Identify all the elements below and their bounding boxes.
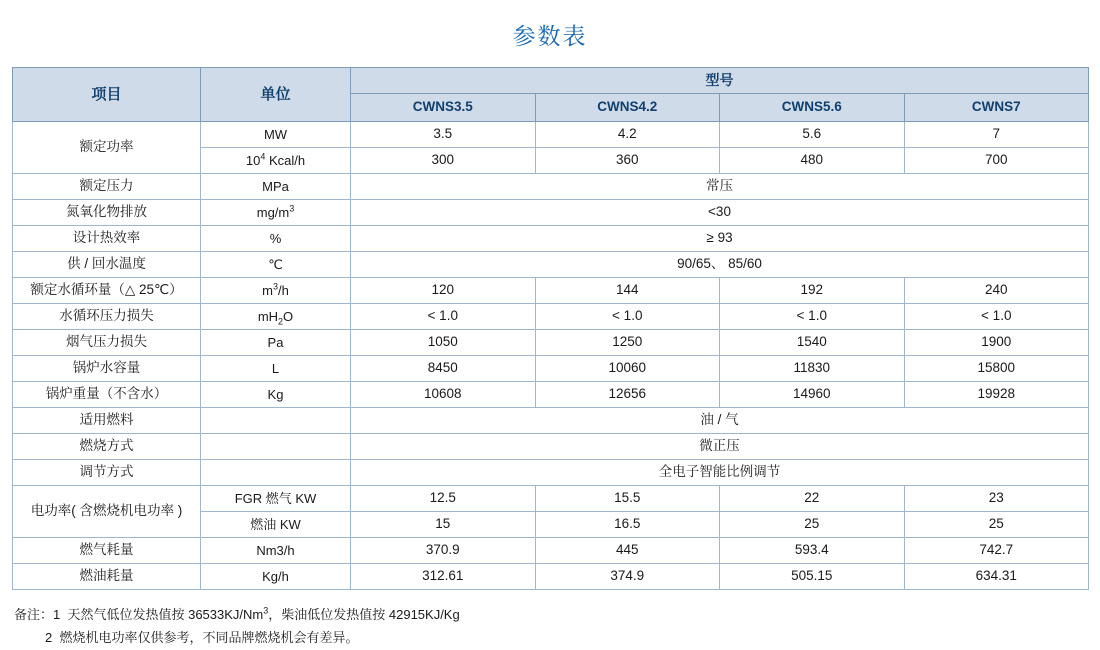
header-model-cwns35: CWNS3.5: [351, 94, 536, 122]
row-value: 312.61: [351, 564, 536, 590]
row-value: 12.5: [351, 486, 536, 512]
row-value: 593.4: [720, 538, 905, 564]
row-value: 192: [720, 278, 905, 304]
row-value: 480: [720, 148, 905, 174]
row-unit: [201, 434, 351, 460]
row-unit: $mH_2O$: [201, 304, 351, 330]
row-value: 10060: [535, 356, 720, 382]
row-unit: Nm3/h: [201, 538, 351, 564]
row-value: 374.9: [535, 564, 720, 590]
row-value: 1900: [904, 330, 1089, 356]
header-item: 项目: [13, 68, 201, 122]
row-label: 设计热效率: [13, 226, 201, 252]
row-unit: FGR 燃气 KW: [201, 486, 351, 512]
note-2-number: 2: [45, 629, 53, 645]
row-label: 供 / 回水温度: [13, 252, 201, 278]
row-value: 634.31: [904, 564, 1089, 590]
table-row: [13, 564, 1089, 590]
row-value: 15: [351, 512, 536, 538]
note-2-text: 燃烧机电功率仅供参考，不同品牌燃烧机会有差异。: [59, 629, 359, 645]
row-value: 12656: [535, 382, 720, 408]
table-row: [13, 304, 1089, 330]
header-model-cwns7: CWNS7: [904, 94, 1089, 122]
row-merged-value: 微正压: [351, 434, 1089, 460]
row-unit: $10^4$ Kcal/h: [201, 148, 351, 174]
table-row: [13, 174, 1089, 200]
table-row: [13, 122, 1089, 148]
row-value: 19928: [904, 382, 1089, 408]
row-value: 25: [720, 512, 905, 538]
row-value: 370.9: [351, 538, 536, 564]
header-unit: 单位: [201, 68, 351, 122]
row-value: 700: [904, 148, 1089, 174]
row-label: 调节方式: [13, 460, 201, 486]
row-merged-value: 常压: [351, 174, 1089, 200]
row-value: 23: [904, 486, 1089, 512]
row-value: < 1.0: [351, 304, 536, 330]
page-title: 参数表: [512, 23, 588, 49]
spec-table-container: [0, 67, 1100, 590]
row-value: 3.5: [351, 122, 536, 148]
row-unit: %: [201, 226, 351, 252]
row-unit: [201, 460, 351, 486]
row-label: 氮氧化物排放: [13, 200, 201, 226]
row-merged-value: 全电子智能比例调节: [351, 460, 1089, 486]
row-value: 7: [904, 122, 1089, 148]
note-line-2: [14, 627, 1086, 650]
row-unit: MPa: [201, 174, 351, 200]
row-unit: ℃: [201, 252, 351, 278]
row-value: 10608: [351, 382, 536, 408]
note-1-text: 天然气低位发热值按 36533KJ/Nm$^3$，柴油低位发热值按 42915KJ/Kg: [67, 605, 460, 622]
row-label: 燃油耗量: [13, 564, 201, 590]
table-body: [13, 122, 1089, 590]
row-merged-value: 油 / 气: [351, 408, 1089, 434]
header-model-cwns42: CWNS4.2: [535, 94, 720, 122]
table-row: [13, 226, 1089, 252]
table-row: [13, 382, 1089, 408]
row-value: 360: [535, 148, 720, 174]
row-label: 水循环压力损失: [13, 304, 201, 330]
row-label: 额定功率: [13, 122, 201, 174]
row-value: 5.6: [720, 122, 905, 148]
table-row: [13, 356, 1089, 382]
row-merged-value: 90/65、 85/60: [351, 252, 1089, 278]
table-header: [13, 68, 1089, 122]
row-unit: Kg: [201, 382, 351, 408]
row-value: 1540: [720, 330, 905, 356]
table-header-row-1: [13, 68, 1089, 94]
row-unit: Kg/h: [201, 564, 351, 590]
row-label: 烟气压力损失: [13, 330, 201, 356]
row-value: < 1.0: [720, 304, 905, 330]
table-row: [13, 200, 1089, 226]
row-value: < 1.0: [904, 304, 1089, 330]
row-value: 144: [535, 278, 720, 304]
row-unit: $m^3/h$: [201, 278, 351, 304]
row-value: 1250: [535, 330, 720, 356]
row-value: 25: [904, 512, 1089, 538]
table-row: [13, 252, 1089, 278]
table-row: [13, 486, 1089, 512]
row-unit: Pa: [201, 330, 351, 356]
row-label: 燃烧方式: [13, 434, 201, 460]
row-unit: L: [201, 356, 351, 382]
table-row: [13, 460, 1089, 486]
row-value: 15800: [904, 356, 1089, 382]
row-value: 240: [904, 278, 1089, 304]
row-unit: MW: [201, 122, 351, 148]
row-label: 额定压力: [13, 174, 201, 200]
table-row: [13, 538, 1089, 564]
row-merged-value: ≥ 93: [351, 226, 1089, 252]
row-value: 505.15: [720, 564, 905, 590]
row-label: 额定水循环量（△ 25℃）: [13, 278, 201, 304]
row-unit: [201, 408, 351, 434]
row-unit: $mg/m^3$: [201, 200, 351, 226]
row-value: 1050: [351, 330, 536, 356]
row-value: < 1.0: [535, 304, 720, 330]
row-value: 120: [351, 278, 536, 304]
specification-table: [12, 67, 1089, 590]
row-value: 300: [351, 148, 536, 174]
row-label: 电功率( 含燃烧机电功率 ): [13, 486, 201, 538]
row-value: 8450: [351, 356, 536, 382]
table-row: [13, 408, 1089, 434]
row-value: 742.7: [904, 538, 1089, 564]
row-value: 445: [535, 538, 720, 564]
table-row: [13, 330, 1089, 356]
row-value: 14960: [720, 382, 905, 408]
header-model-cwns56: CWNS5.6: [720, 94, 905, 122]
note-label: 备注：: [14, 607, 54, 622]
note-line-1: [14, 604, 1086, 627]
header-model-group: 型号: [351, 68, 1089, 94]
row-value: 11830: [720, 356, 905, 382]
notes-block: [0, 590, 1100, 650]
note-1-number: 1: [53, 607, 61, 622]
row-value: 16.5: [535, 512, 720, 538]
row-label: 锅炉重量（不含水）: [13, 382, 201, 408]
row-merged-value: <30: [351, 200, 1089, 226]
table-row: [13, 278, 1089, 304]
row-value: 22: [720, 486, 905, 512]
row-value: 15.5: [535, 486, 720, 512]
row-unit: 燃油 KW: [201, 512, 351, 538]
row-label: 燃气耗量: [13, 538, 201, 564]
row-label: 适用燃料: [13, 408, 201, 434]
row-label: 锅炉水容量: [13, 356, 201, 382]
row-value: 4.2: [535, 122, 720, 148]
table-row: [13, 434, 1089, 460]
